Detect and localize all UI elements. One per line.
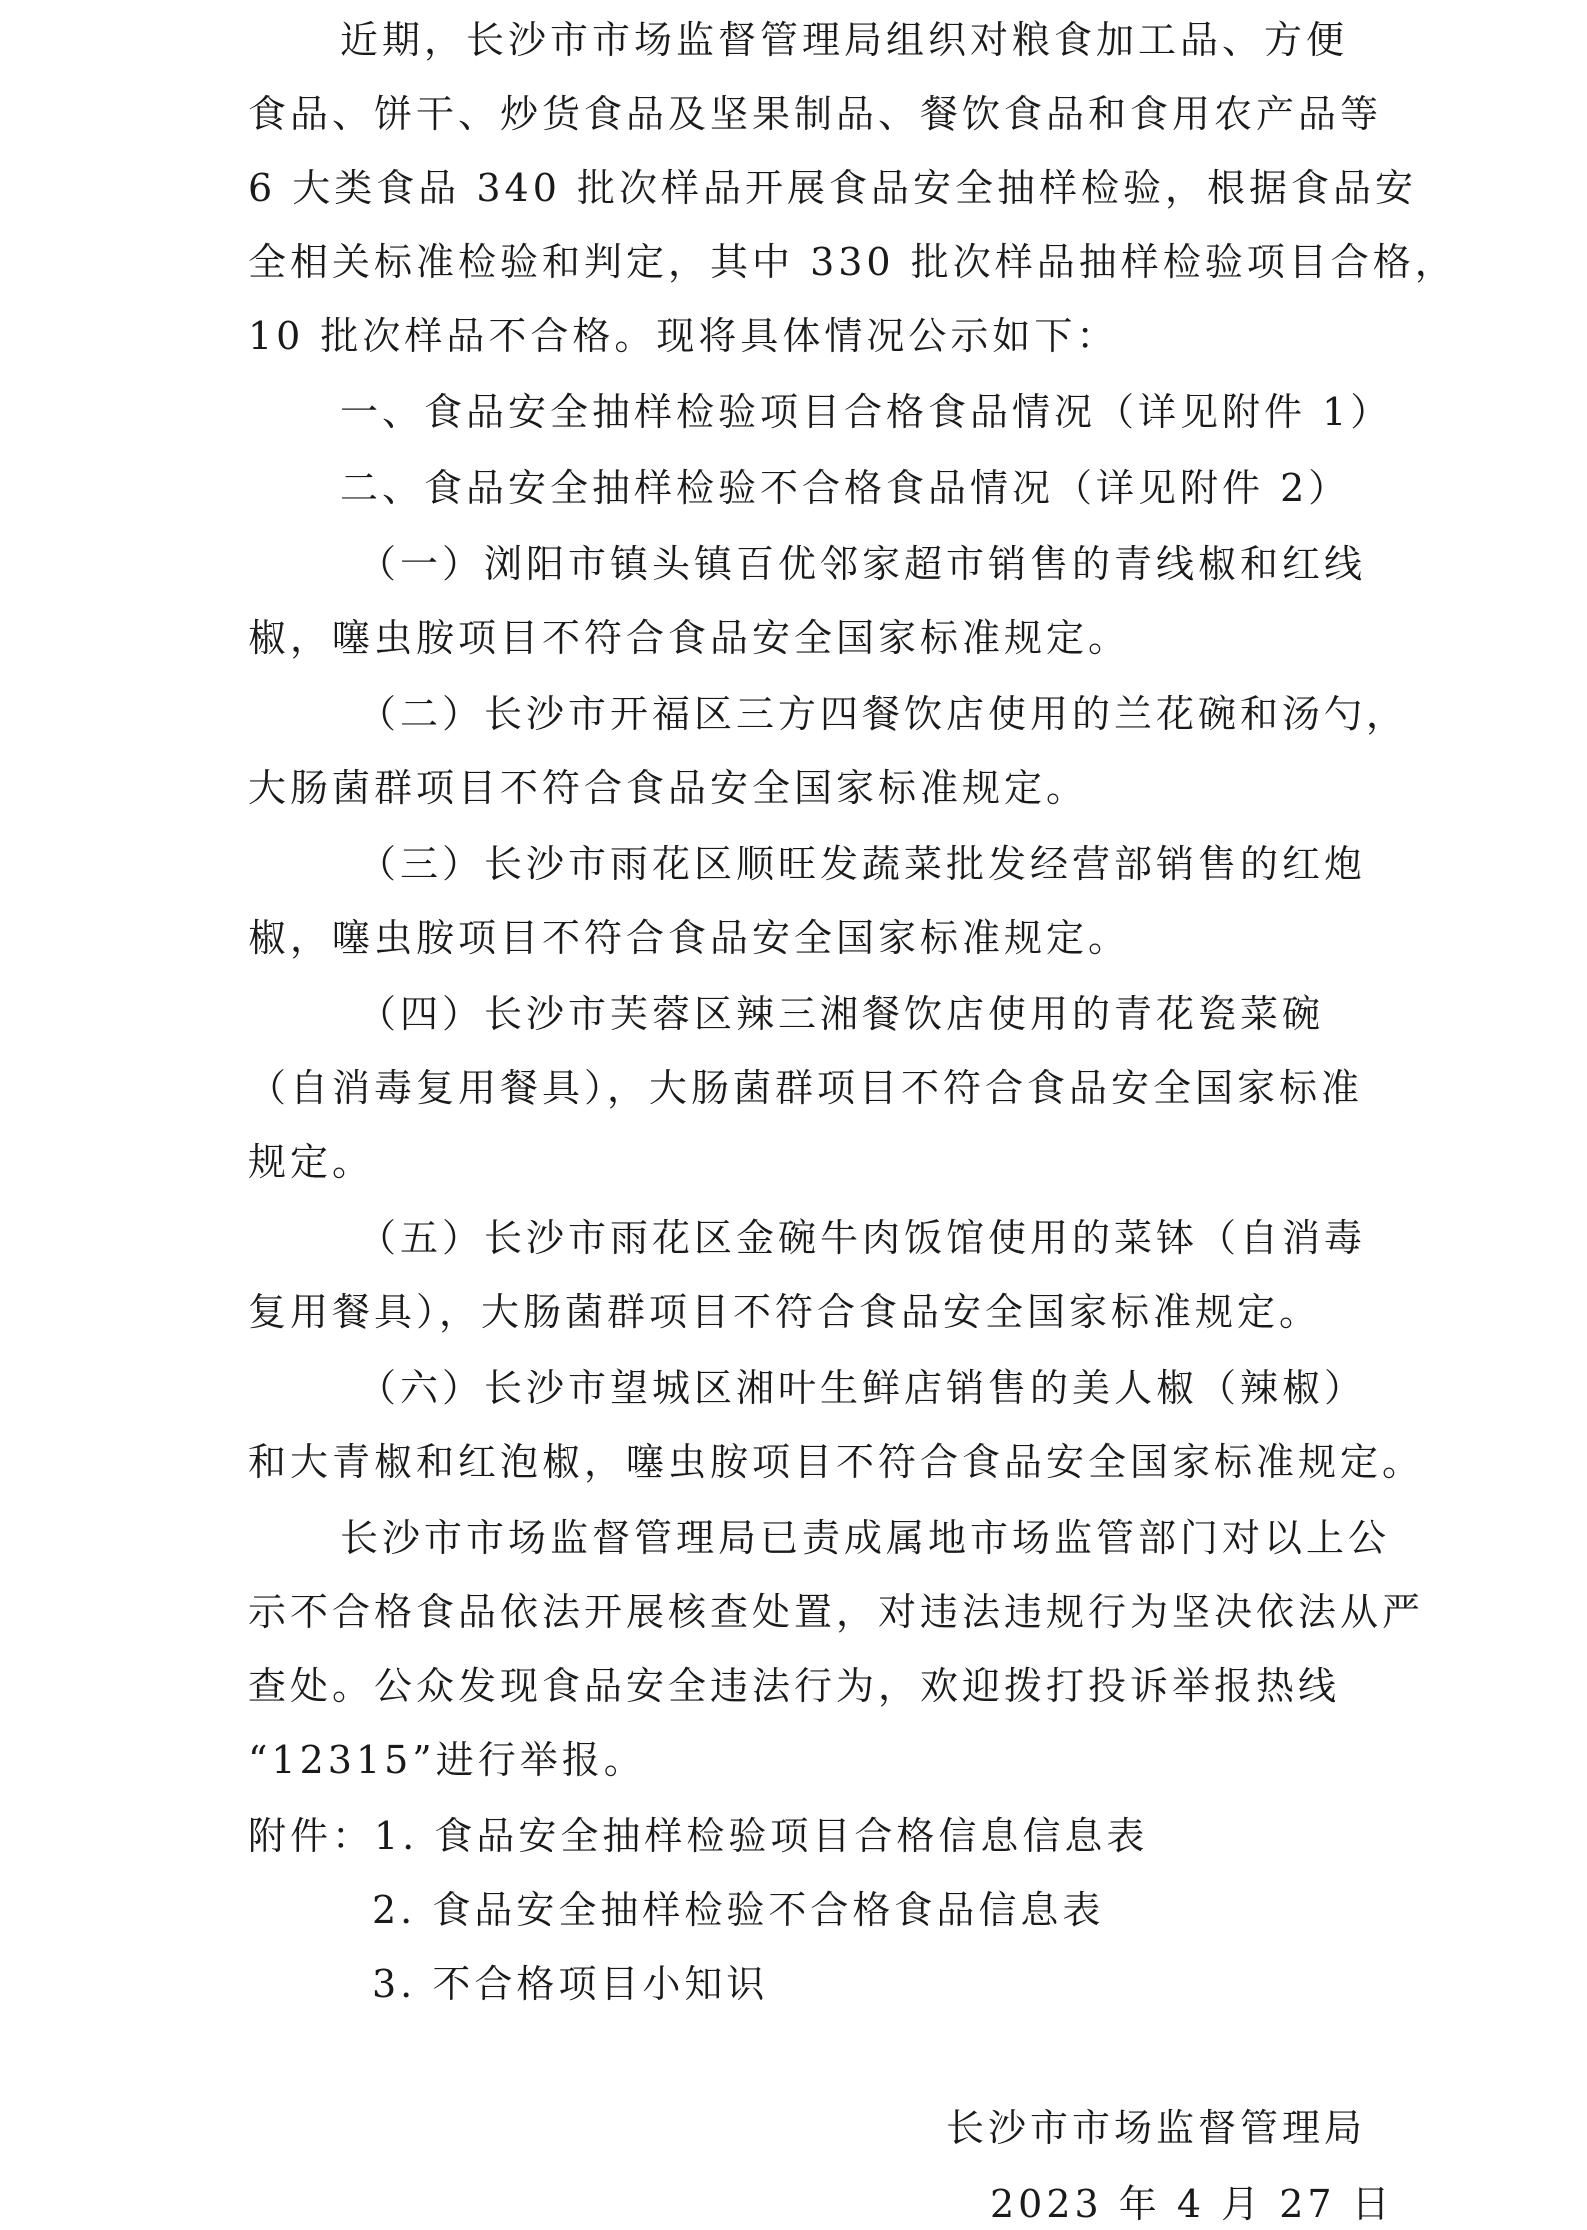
- item-1-line-1: （一）浏阳市镇头镇百优邻家超市销售的青线椒和红线: [358, 542, 1367, 586]
- item-3-line-1: （三）长沙市雨花区顺旺发蔬菜批发经营部销售的红炮: [358, 842, 1367, 886]
- paragraph-intro-line-1: 近期，长沙市市场监督管理局组织对粮食加工品、方便: [340, 18, 1349, 62]
- paragraph-intro-line-3: 6 大类食品 340 批次样品开展食品安全抽样检验，根据食品安: [248, 166, 1417, 210]
- item-5-line-2: 复用餐具），大肠菌群项目不符合食品安全国家标准规定。: [248, 1290, 1322, 1334]
- paragraph-closing-line-1: 长沙市市场监督管理局已责成属地市场监管部门对以上公: [340, 1516, 1391, 1560]
- item-4-line-3: 规定。: [248, 1140, 375, 1184]
- item-1-line-2: 椒，噻虫胺项目不符合食品安全国家标准规定。: [248, 616, 1131, 660]
- item-2-line-1: （二）长沙市开福区三方四餐饮店使用的兰花碗和汤勺，: [358, 692, 1409, 736]
- item-3-line-2: 椒，噻虫胺项目不符合食品安全国家标准规定。: [248, 916, 1131, 960]
- paragraph-closing-line-4: “12315”进行举报。: [248, 1738, 646, 1782]
- paragraph-intro-line-4: 全相关标准检验和判定，其中 330 批次样品抽样检验项目合格，: [248, 240, 1457, 284]
- attachment-1: 附件：1. 食品安全抽样检验项目合格信息信息表: [248, 1814, 1149, 1858]
- item-4-line-2: （自消毒复用餐具），大肠菌群项目不符合食品安全国家标准: [248, 1066, 1364, 1110]
- paragraph-closing-line-3: 查处。公众发现食品安全违法行为，欢迎拨打投诉举报热线: [248, 1664, 1341, 1708]
- paragraph-intro-line-5: 10 批次样品不合格。现将具体情况公示如下：: [248, 314, 1119, 358]
- section-heading-2: 二、食品安全抽样检验不合格食品情况（详见附件 2）: [340, 466, 1351, 510]
- paragraph-intro-line-2: 食品、饼干、炒货食品及坚果制品、餐饮食品和食用农产品等: [248, 92, 1383, 136]
- attachment-2: 2. 食品安全抽样检验不合格食品信息表: [372, 1888, 1105, 1932]
- signature-organization: 长沙市市场监督管理局: [946, 2106, 1367, 2150]
- item-6-line-2: 和大青椒和红泡椒，噻虫胺项目不符合食品安全国家标准规定。: [248, 1440, 1425, 1484]
- item-4-line-1: （四）长沙市芙蓉区辣三湘餐饮店使用的青花瓷菜碗: [358, 992, 1325, 1036]
- item-2-line-2: 大肠菌群项目不符合食品安全国家标准规定。: [248, 766, 1089, 810]
- item-6-line-1: （六）长沙市望城区湘叶生鲜店销售的美人椒（辣椒）: [358, 1366, 1367, 1410]
- item-5-line-1: （五）长沙市雨花区金碗牛肉饭馆使用的菜钵（自消毒: [358, 1216, 1367, 1260]
- paragraph-closing-line-2: 示不合格食品依法开展核查处置，对违法违规行为坚决依法从严: [248, 1590, 1425, 1634]
- section-heading-1: 一、食品安全抽样检验项目合格食品情况（详见附件 1）: [340, 390, 1393, 434]
- attachment-3: 3. 不合格项目小知识: [372, 1962, 769, 2006]
- signature-date: 2023 年 4 月 27 日: [990, 2182, 1394, 2226]
